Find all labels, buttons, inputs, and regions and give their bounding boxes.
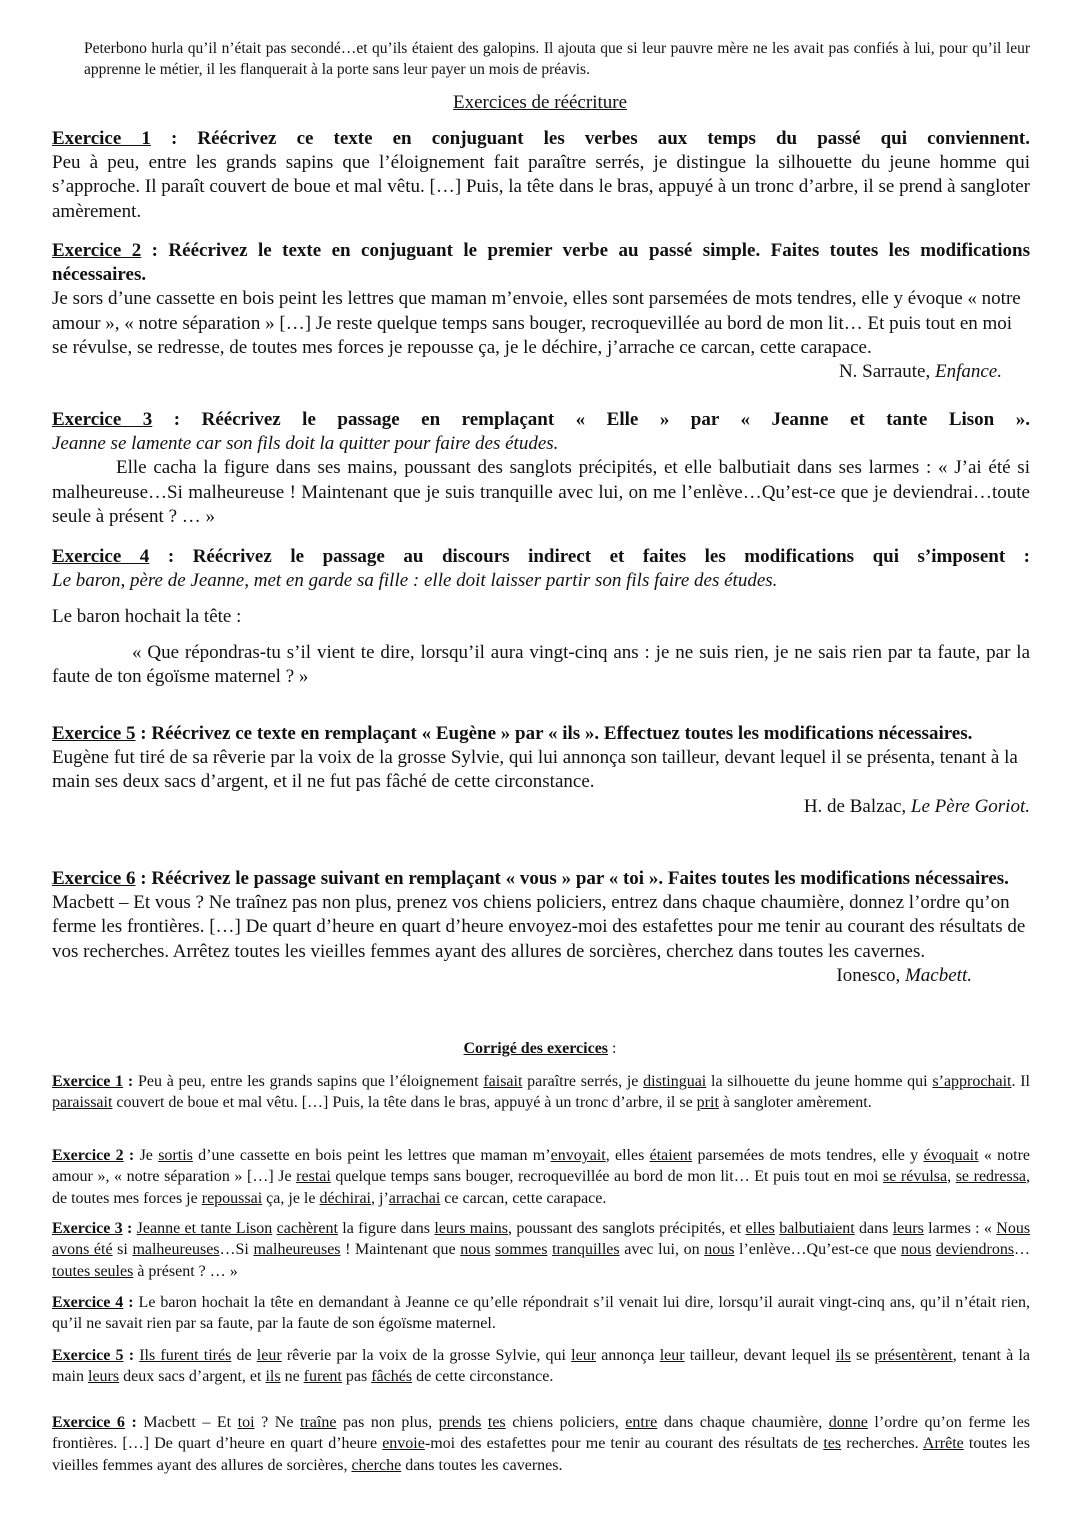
corrected-word: repoussai <box>201 1189 263 1207</box>
exercise-instruction <box>52 239 1030 287</box>
instruction-text: : Réécrivez ce texte en remplaçant « Eugène » par « ils ». Effectuez toutes les modifications nécessaires. <box>135 723 973 744</box>
instruction-text: : Réécrivez le passage en remplaçant « Elle » par « Jeanne et tante Lison ». <box>152 409 1030 430</box>
corrige-item: Exercice 3 : Jeanne et tante Lison cachèrent la figure dans leurs mains, poussant des sanglots précipités, et elles balbutiaient dans leurs larmes : « Nous avons été si malheureuses…Si malheureuses ! Maintenant que nous sommes tranquilles avec lui, on nous l’enlève…Qu’est-ce que nous deviendrons…toutes seules à présent ? … » <box>52 1220 1031 1280</box>
corrige-separator: : <box>124 1414 144 1431</box>
exercise-instruction <box>52 408 1030 432</box>
corrige-label: Exercice 6 <box>52 1414 125 1431</box>
corrected-word: leurs <box>88 1368 120 1386</box>
corrected-word: traîne <box>300 1414 337 1431</box>
exercise-label: Exercice 5 <box>52 723 136 744</box>
exercise-label: Exercice 4 <box>52 546 150 567</box>
corrige-separator: : <box>123 1073 138 1090</box>
corrige-separator: : <box>123 1347 140 1364</box>
corrected-word: tranquilles <box>552 1241 620 1259</box>
corrected-word: malheureuses <box>132 1241 220 1259</box>
instruction-text: : Réécrivez ce texte en conjuguant les verbes aux temps du passé qui conviennent. <box>150 128 1031 149</box>
corrected-word: deviendrons <box>935 1241 1015 1259</box>
corrected-word: toutes seules <box>52 1262 134 1280</box>
corrected-word: faisait <box>483 1073 523 1090</box>
corrected-word: ils <box>265 1368 281 1386</box>
corrige-title <box>0 1040 1080 1058</box>
corrected-word: Ils furent tirés <box>139 1347 232 1364</box>
exercise-instruction <box>52 545 1030 569</box>
corrected-word: leur <box>571 1347 597 1364</box>
exercise-label: Exercice 6 <box>52 868 136 889</box>
exercise-context: Le baron, père de Jeanne, met en garde sa fille : elle doit laisser partir son fils faire des études. <box>52 570 778 592</box>
corrected-word: Nous <box>996 1220 1031 1237</box>
corrige-separator: : <box>122 1220 137 1237</box>
corrected-word: balbutiaient <box>779 1220 855 1237</box>
corrected-word: nous <box>901 1241 932 1259</box>
corrige-item: Exercice 2 : Je sortis d’une cassette en bois peint les lettres que maman m’envoyait, elles étaient parsemées de mots tendres, elle y évoquait « notre amour », « notre séparation » […] Je restai quelque temps sans bouger, recroquevillée au bord de mon lit… Et puis tout en moi se révulsa, se redressa, de toutes mes forces je repoussai ça, je le déchirai, j’arrachai ce carcan, cette carapace. <box>52 1147 1031 1207</box>
corrected-word: donne <box>828 1414 868 1431</box>
instruction-text: : Réécrivez le passage au discours indirect et faites les modifications qui s’imposent : <box>149 546 1031 567</box>
exercise-label: Exercice 1 <box>52 128 151 149</box>
corrected-word: présentèrent <box>874 1347 953 1364</box>
corrected-word: évoquait <box>923 1147 979 1164</box>
corrige-separator: : <box>123 1147 140 1164</box>
corrected-word: déchirai <box>319 1189 371 1207</box>
corrected-word: distinguai <box>643 1073 707 1090</box>
corrected-word: Arrête <box>922 1435 964 1453</box>
exercise-4 <box>52 545 1030 689</box>
corrected-word: malheureuses <box>253 1241 341 1259</box>
exercise-instruction <box>52 722 1030 746</box>
corrige-label: Exercice 2 <box>52 1147 124 1164</box>
exercise-text-content: Macbett – Et vous ? Ne traînez pas non plus, prenez vos chiens policiers, entrez dans chaque chaumière, donnez l’ordre qu’on ferme les frontières. […] De quart d’heure en quart d’heure envoyez-moi des estafettes pour me tenir au courant des résultats de vos recherches. Arrêtez toutes les vieilles femmes ayant des allures de sorcières, cherchez dans toutes les cavernes. <box>52 892 1026 962</box>
exercise-text <box>52 891 1030 986</box>
corrected-word: tes <box>823 1435 842 1453</box>
exercise-label: Exercice 3 <box>52 409 153 430</box>
exercise-1 <box>52 127 1030 224</box>
corrige-label: Exercice 3 <box>52 1220 123 1237</box>
corrected-word: ils <box>835 1347 851 1364</box>
corrected-word: sortis <box>158 1147 193 1164</box>
corrected-word: leurs mains <box>434 1220 508 1237</box>
source-citation <box>839 360 1002 384</box>
source-citation <box>836 964 972 988</box>
corrected-word: entre <box>625 1414 658 1431</box>
exercise-text <box>52 287 1030 383</box>
exercise-2 <box>52 239 1030 384</box>
exercise-3 <box>52 408 1030 529</box>
corrected-word: leur <box>659 1347 685 1364</box>
corrige-label: Exercice 5 <box>52 1347 124 1364</box>
corrected-word: prends <box>438 1414 482 1431</box>
corrected-word: elles <box>745 1220 775 1237</box>
source-author: H. de Balzac, <box>803 795 911 817</box>
corrected-word: se redressa <box>955 1168 1027 1186</box>
corrige-item: Exercice 1 : Peu à peu, entre les grands sapins que l’éloignement faisait paraître serrés, je distinguai la silhouette du jeune homme qui s’approchait. Il paraissait couvert de boue et mal vêtu. […] Puis, la tête dans le bras, appuyé à un tronc d’arbre, il se prit à sangloter amèrement. <box>52 1073 1030 1112</box>
intro-paragraph: Peterbono hurla qu’il n’était pas secondé…et qu’ils étaient des galopins. Il ajouta que si leur pauvre mère ne les avait pas confiés à lui, pour qu’il leur apprenne le métier, il les flanquerait à la porte sans leur payer un mois de préavis. <box>84 40 1030 78</box>
corrected-word: paraissait <box>52 1094 113 1112</box>
exercise-5 <box>52 722 1030 819</box>
exercise-text-content: Je sors d’une cassette en bois peint les lettres que maman m’envoie, elles sont parsemées de mots tendres, elle y évoque « notre amour », « notre séparation » […] Je reste quelque temps sans bouger, recroquevillée au bord de mon lit… Et puis tout en moi se révulse, se redresse, de toutes mes forces je repousse ça, je le déchire, j’arrache ce carcan, cette carapace. <box>52 288 1021 358</box>
exercise-quote: « Que répondras-tu s’il vient te dire, lorsqu’il aura vingt-cinq ans : je ne suis rien, je ne sais rien par ta faute, par la faute de ton égoïsme maternel ? » <box>52 641 1030 687</box>
source-work: Macbett. <box>904 964 972 986</box>
instruction-text: : Réécrivez le texte en conjuguant le premier verbe au passé simple. Faites toutes les modifications nécessaires. <box>52 240 1030 286</box>
corrected-word: Jeanne et tante Lison <box>136 1220 273 1237</box>
corrected-word: envoie <box>382 1435 425 1453</box>
corrected-word: s’approchait <box>932 1073 1012 1090</box>
corrected-word: se révulsa <box>882 1168 948 1186</box>
corrected-word: sommes <box>495 1241 548 1259</box>
corrected-word: envoyait <box>550 1147 606 1164</box>
corrige-item: Exercice 5 : Ils furent tirés de leur rêverie par la voix de la grosse Sylvie, qui leur annonça leur tailleur, devant lequel ils se présentèrent, tenant à la main leurs deux sacs d’argent, et ils ne furent pas fâchés de cette circonstance. <box>52 1347 1030 1386</box>
exercise-text: Elle cacha la figure dans ses mains, poussant des sanglots précipités, et elle balbutiait dans ses larmes : « J’ai été si malheureuse…Si malheureuse ! Maintenant que je suis tranquille avec lui, on me l’enlève…Qu’est-ce que je deviendrai…toute seule à présent ? … » <box>52 457 1030 527</box>
corrected-word: avons été <box>52 1241 113 1259</box>
exercise-context: Jeanne se lamente car son fils doit la quitter pour faire des études. <box>52 433 559 455</box>
corrected-word: fâchés <box>371 1368 413 1386</box>
corrected-word: arrachai <box>388 1189 441 1207</box>
corrected-word: cherche <box>351 1456 402 1474</box>
corrected-word: toi <box>237 1414 255 1431</box>
corrige-item: Exercice 6 : Macbett – Et toi ? Ne traîne pas non plus, prends tes chiens policiers, entre dans chaque chaumière, donne l’ordre qu’on ferme les frontières. […] De quart d’heure en quart d’heure envoie-moi des estafettes pour me tenir au courant des résultats de tes recherches. Arrête toutes les vieilles femmes ayant des allures de sorcières, cherche dans toutes les cavernes. <box>52 1414 1031 1474</box>
exercise-6 <box>52 867 1030 988</box>
corrige-title-suffix: : <box>608 1040 617 1057</box>
corrected-word: tes <box>487 1414 506 1431</box>
corrected-word: cachèrent <box>276 1220 338 1237</box>
source-author: Ionesco, <box>836 964 905 986</box>
corrected-word: restai <box>296 1168 331 1186</box>
exercise-text: Peu à peu, entre les grands sapins que l’éloignement fait paraître serrés, je distingue la silhouette du jeune homme qui s’approche. Il paraît couvert de boue et mal vêtu. […] Puis, la tête dans le bras, appuyé à un tronc d’arbre, il se prend à sangloter amèrement. <box>52 152 1030 222</box>
corrige-label: Exercice 1 <box>52 1073 124 1090</box>
exercise-instruction <box>52 127 1030 151</box>
instruction-text: : Réécrivez le passage suivant en remplaçant « vous » par « toi ». Faites toutes les modifications nécessaires. <box>135 868 1009 889</box>
corrected-word: furent <box>303 1368 342 1386</box>
corrige-item: Exercice 4 : Le baron hochait la tête en demandant à Jeanne ce qu’elle répondrait s’il venait lui dire, lorsqu’il aurait vingt-cinq ans, qu’il n’était rien, qu’il ne savait rien par sa faute, par la faute de son égoïsme maternel. <box>52 1294 1030 1333</box>
source-author: N. Sarraute, <box>838 361 935 383</box>
corrected-word: nous <box>704 1241 735 1259</box>
page-title: Exercices de réécriture <box>452 92 628 113</box>
corrected-word: étaient <box>649 1147 693 1164</box>
corrected-word: leurs <box>892 1220 924 1237</box>
source-work: Le Père Goriot. <box>910 795 1030 817</box>
exercise-text: Eugène fut tiré de sa rêverie par la voix de la grosse Sylvie, qui lui annonça son tailleur, devant lequel il se présenta, tenant à la main ses deux sacs d’argent, et il ne fut pas fâché de cette circonstance. <box>52 747 1018 793</box>
source-citation <box>52 795 1030 819</box>
corrected-word: leur <box>256 1347 282 1364</box>
corrected-word: prit <box>696 1094 719 1112</box>
corrige-title-text: Corrigé des exercices <box>463 1040 609 1057</box>
exercise-text: Le baron hochait la tête : <box>52 606 242 628</box>
exercise-instruction <box>52 867 1030 891</box>
corrige-label: Exercice 4 <box>52 1294 124 1311</box>
exercise-label: Exercice 2 <box>52 240 142 261</box>
source-work: Enfance. <box>934 361 1002 383</box>
corrige-separator: : <box>123 1294 139 1311</box>
corrected-word: nous <box>460 1241 491 1259</box>
